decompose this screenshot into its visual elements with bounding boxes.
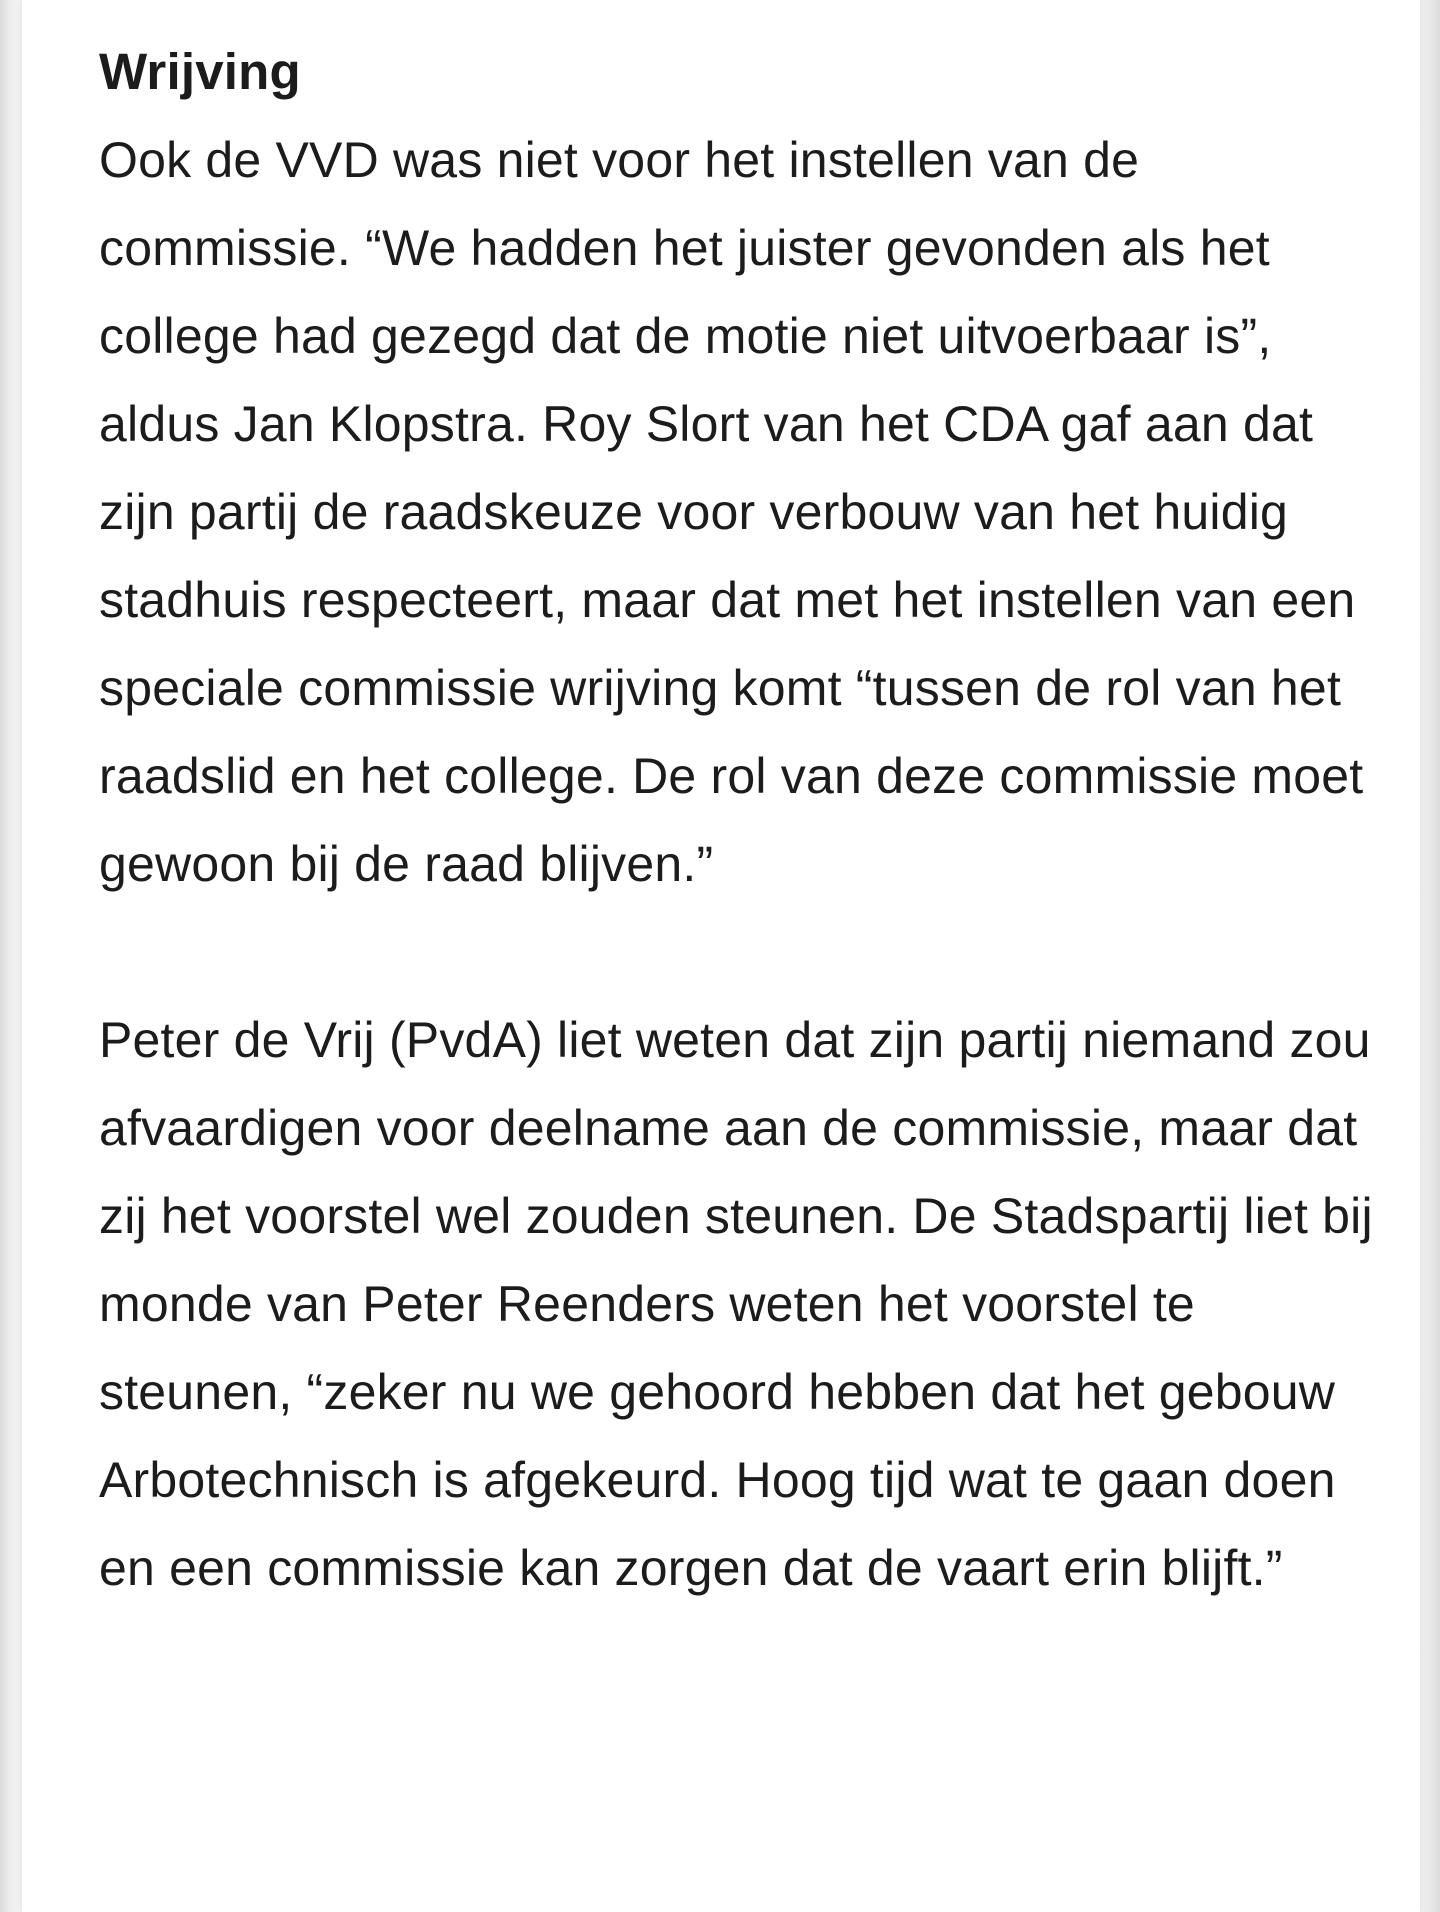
section-heading: Wrijving [99, 43, 301, 100]
article-body [99, 28, 1389, 1612]
paragraph-spacer [99, 908, 1389, 996]
article-card [22, 0, 1420, 1912]
article-paragraph: Peter de Vrij (PvdA) liet weten dat zijn partij niemand zou afvaardigen voor deelname aan de commissie, maar dat zij het voorstel wel zouden steunen. De Stadspartij liet bij monde van Peter Reenders weten het voorstel te steunen, “zeker nu we gehoord hebben dat het gebouw Arbotechnisch is afgekeurd. Hoog tijd wat te gaan doen en een commissie kan zorgen dat de vaart erin blijft.” [99, 1012, 1373, 1596]
article-paragraph: Ook de VVD was niet voor het instellen van de commissie. “We hadden het juister gevonden als het college had gezegd dat de motie niet uitvoerbaar is”, aldus Jan Klopstra. Roy Slort van het CDA gaf aan dat zijn partij de raadskeuze voor verbouw van het huidig stadhuis respecteert, maar dat met het instellen van een speciale commissie wrijving komt “tussen de rol van het raadslid en het college. De rol van deze commissie moet gewoon bij de raad blijven.” [99, 132, 1364, 892]
